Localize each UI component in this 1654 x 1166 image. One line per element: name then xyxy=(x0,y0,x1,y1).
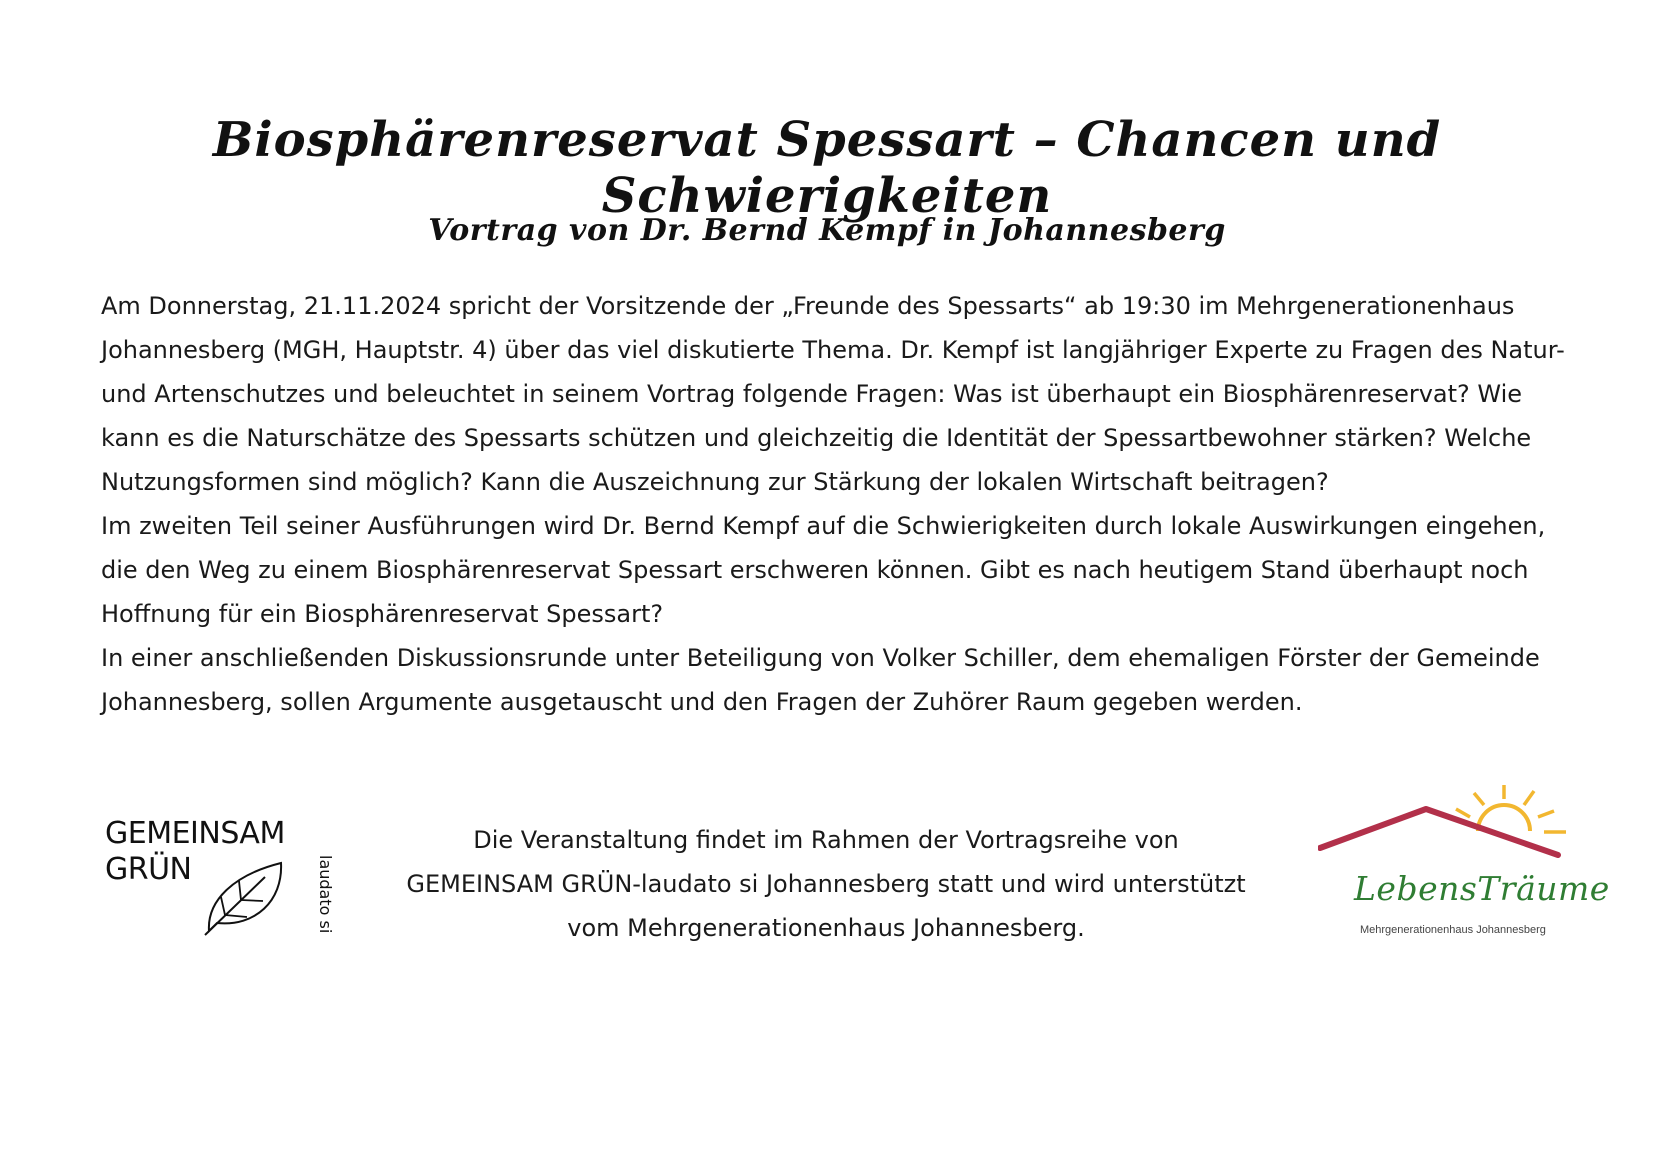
logo-tagline-laudato-si: laudato si xyxy=(316,855,335,934)
paragraph-discussion: In einer anschließenden Diskussionsrunde unter Beteiligung von Volker Schiller, dem ehemaligen Förster der Gemeinde Johannesberg, sollen Argumente ausgetauscht und den Fragen der Zuhörer Raum gegeben werden. xyxy=(101,644,1540,716)
lebenstraeume-name: LebensTräume xyxy=(1354,869,1610,908)
house-sun-icon xyxy=(1318,785,1588,875)
paragraph-intro: Am Donnerstag, 21.11.2024 spricht der Vorsitzende der „Freunde des Spessarts“ ab 19:30 im Mehrgenerationenhaus Johannesberg (MGH, Hauptstr. 4) über das viel diskutierte Thema. Dr. Kempf ist langjähriger Experte zu Fragen des Natur- und Artenschutzes und beleuchtet in seinem Vortrag folgende Fragen: Was ist überhaupt ein Biosphärenreservat? Wie kann es die Naturschätze des Spessarts schützen und gleichzeitig die Identität der Spessartbewohner stärken? Welche Nutzungsformen sind möglich? Kann die Auszeichnung zur Stärkung der lokalen Wirtschaft beitragen? xyxy=(101,292,1565,496)
paragraph-part-two: Im zweiten Teil seiner Ausführungen wird Dr. Bernd Kempf auf die Schwierigkeiten durch lokale Auswirkungen eingehen, die den Weg zu einem Biosphärenreservat Spessart erschweren können. Gibt es nach heutigem Stand überhaupt noch Hoffnung für ein Biosphärenreservat Spessart? xyxy=(101,512,1546,628)
logo-word-gemeinsam: GEMEINSAM xyxy=(105,816,285,851)
footer-line: Die Veranstaltung findet im Rahmen der Vortragsreihe von xyxy=(473,826,1179,854)
gemeinsam-gruen-logo xyxy=(103,815,335,945)
page-title: Biosphärenreservat Spessart – Chancen und Schwierigkeiten xyxy=(212,112,1442,224)
footer-text xyxy=(318,818,1334,950)
body-text xyxy=(101,284,1571,724)
lebenstraeume-logo xyxy=(1318,785,1610,945)
page-subtitle: Vortrag von Dr. Bernd Kempf in Johannesberg xyxy=(428,213,1226,248)
footer-line: vom Mehrgenerationenhaus Johannesberg. xyxy=(567,914,1085,942)
leaf-icon xyxy=(203,857,308,937)
logo-word-gruen: GRÜN xyxy=(105,852,192,887)
lebenstraeume-subtitle: Mehrgenerationenhaus Johannesberg xyxy=(1360,924,1546,936)
footer-line: GEMEINSAM GRÜN-laudato si Johannesberg statt und wird unterstützt xyxy=(406,870,1246,898)
